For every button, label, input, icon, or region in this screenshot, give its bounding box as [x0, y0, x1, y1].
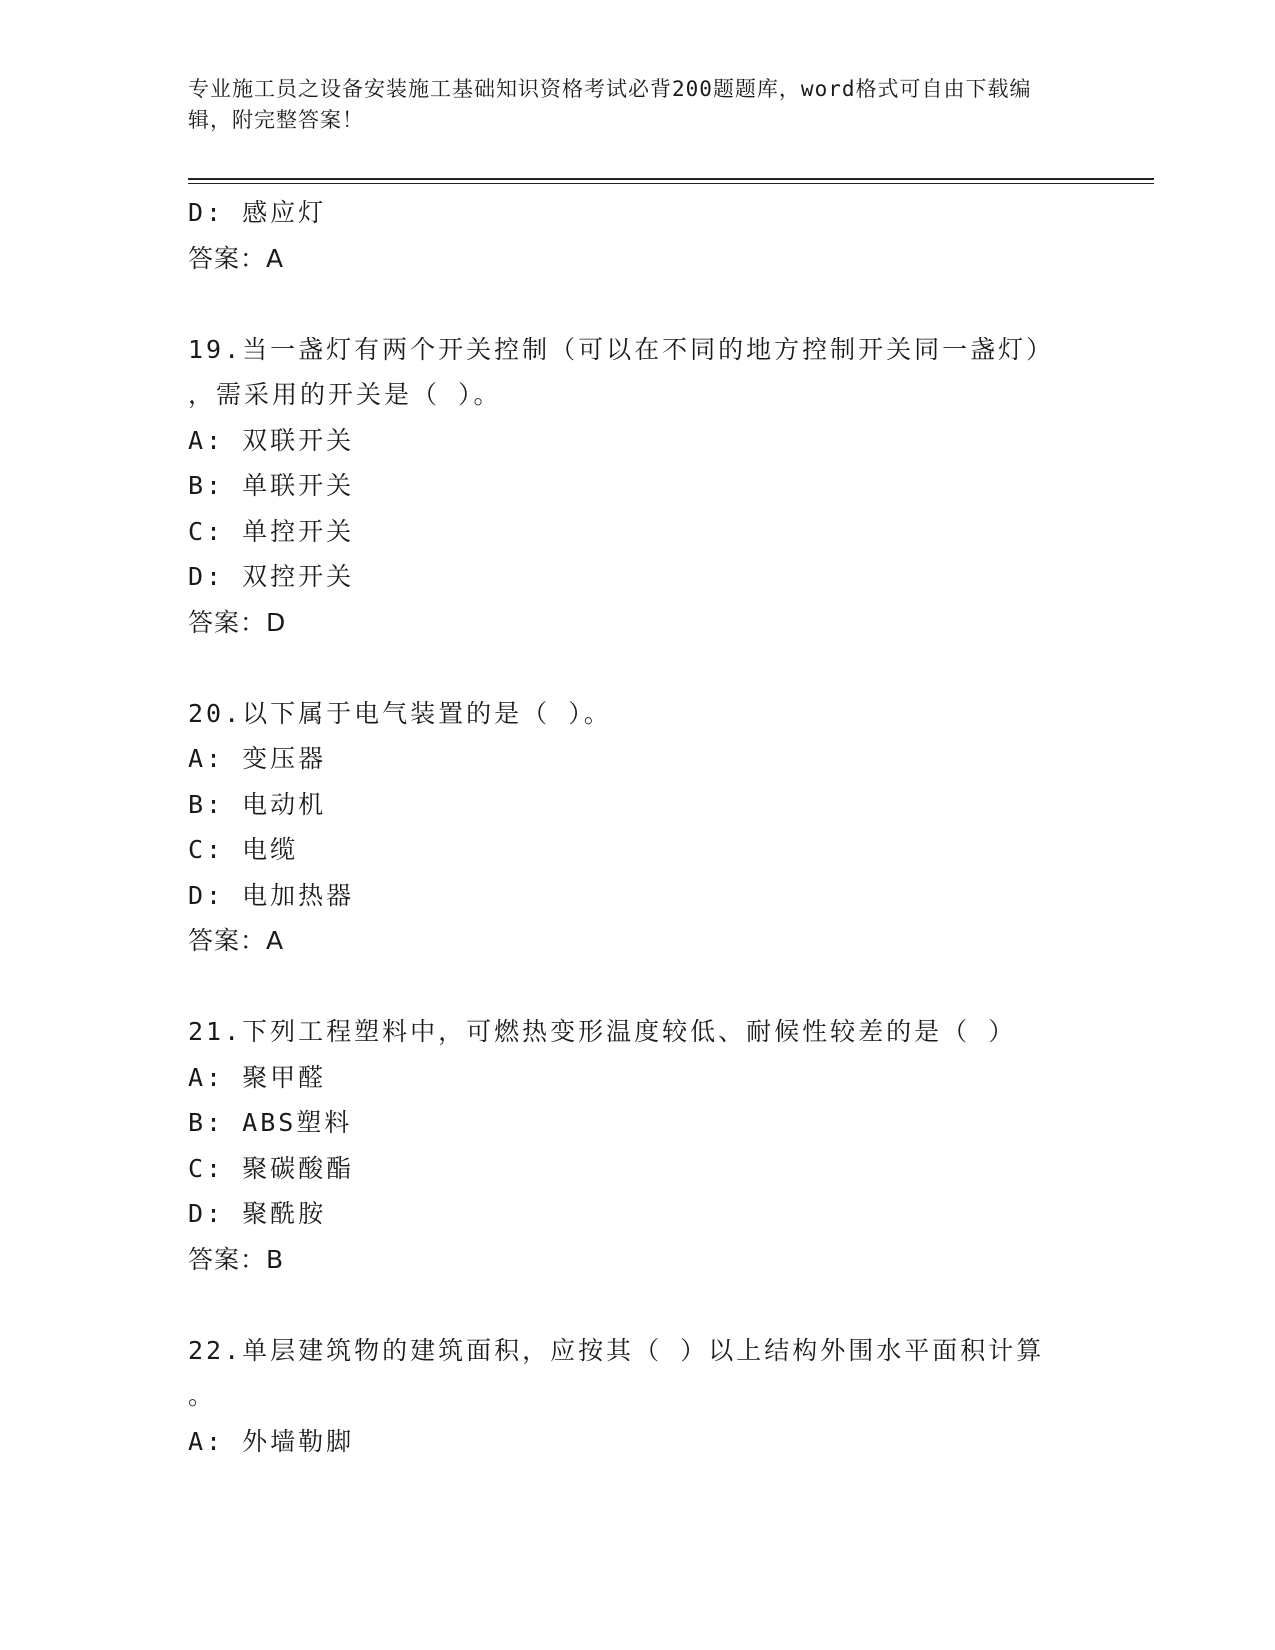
answer-label: 答案：A	[188, 926, 285, 955]
answer-label: 答案：B	[188, 1244, 285, 1274]
question-stem-continued: ，需采用的开关是（ ）。	[188, 380, 502, 409]
question-19	[188, 327, 1088, 646]
spacer	[188, 281, 1088, 327]
option-b: B: ABS塑料	[188, 1108, 353, 1137]
option-a: A: 聚甲醛	[188, 1062, 327, 1092]
question-22	[188, 1328, 1088, 1465]
header-divider-thin	[188, 183, 1154, 184]
option-c: C: 单控开关	[188, 516, 355, 546]
option-a: A: 变压器	[188, 744, 327, 773]
header-divider-thick	[188, 178, 1154, 180]
spacer	[188, 964, 1088, 1010]
option-c: C: 聚碳酸酯	[188, 1153, 355, 1183]
question-stem-continued: 。	[188, 1381, 217, 1410]
option-d: D: 电加热器	[188, 880, 355, 910]
document-header: 专业施工员之设备安装施工基础知识资格考试必背200题题库，word格式可自由下载编辑，附完整答案！	[188, 77, 1032, 132]
spacer	[188, 645, 1088, 691]
question-20	[188, 691, 1088, 964]
option-a: A: 双联开关	[188, 425, 355, 455]
option-c: C: 电缆	[188, 835, 299, 864]
option-a: A: 外墙勒脚	[188, 1426, 355, 1456]
option-d: D: 感应灯	[188, 198, 327, 227]
option-d: D: 双控开关	[188, 562, 355, 591]
question-21	[188, 1009, 1088, 1282]
answer-label: 答案：D	[188, 607, 287, 637]
option-b: B: 电动机	[188, 789, 327, 819]
question-list	[188, 190, 1088, 1464]
spacer	[188, 1282, 1088, 1328]
question-18-tail	[188, 190, 1088, 281]
option-d: D: 聚酰胺	[188, 1199, 327, 1228]
question-stem: 19.当一盏灯有两个开关控制（可以在不同的地方控制开关同一盏灯）	[188, 334, 1055, 364]
option-b: B: 单联开关	[188, 471, 355, 500]
question-stem: 22.单层建筑物的建筑面积，应按其（ ）以上结构外围水平面积计算	[188, 1335, 1045, 1365]
answer-label: 答案：A	[188, 243, 285, 273]
question-stem: 21.下列工程塑料中，可燃热变形温度较低、耐候性较差的是（ ）	[188, 1017, 1017, 1046]
question-stem: 20.以下属于电气装置的是（ ）。	[188, 698, 612, 728]
